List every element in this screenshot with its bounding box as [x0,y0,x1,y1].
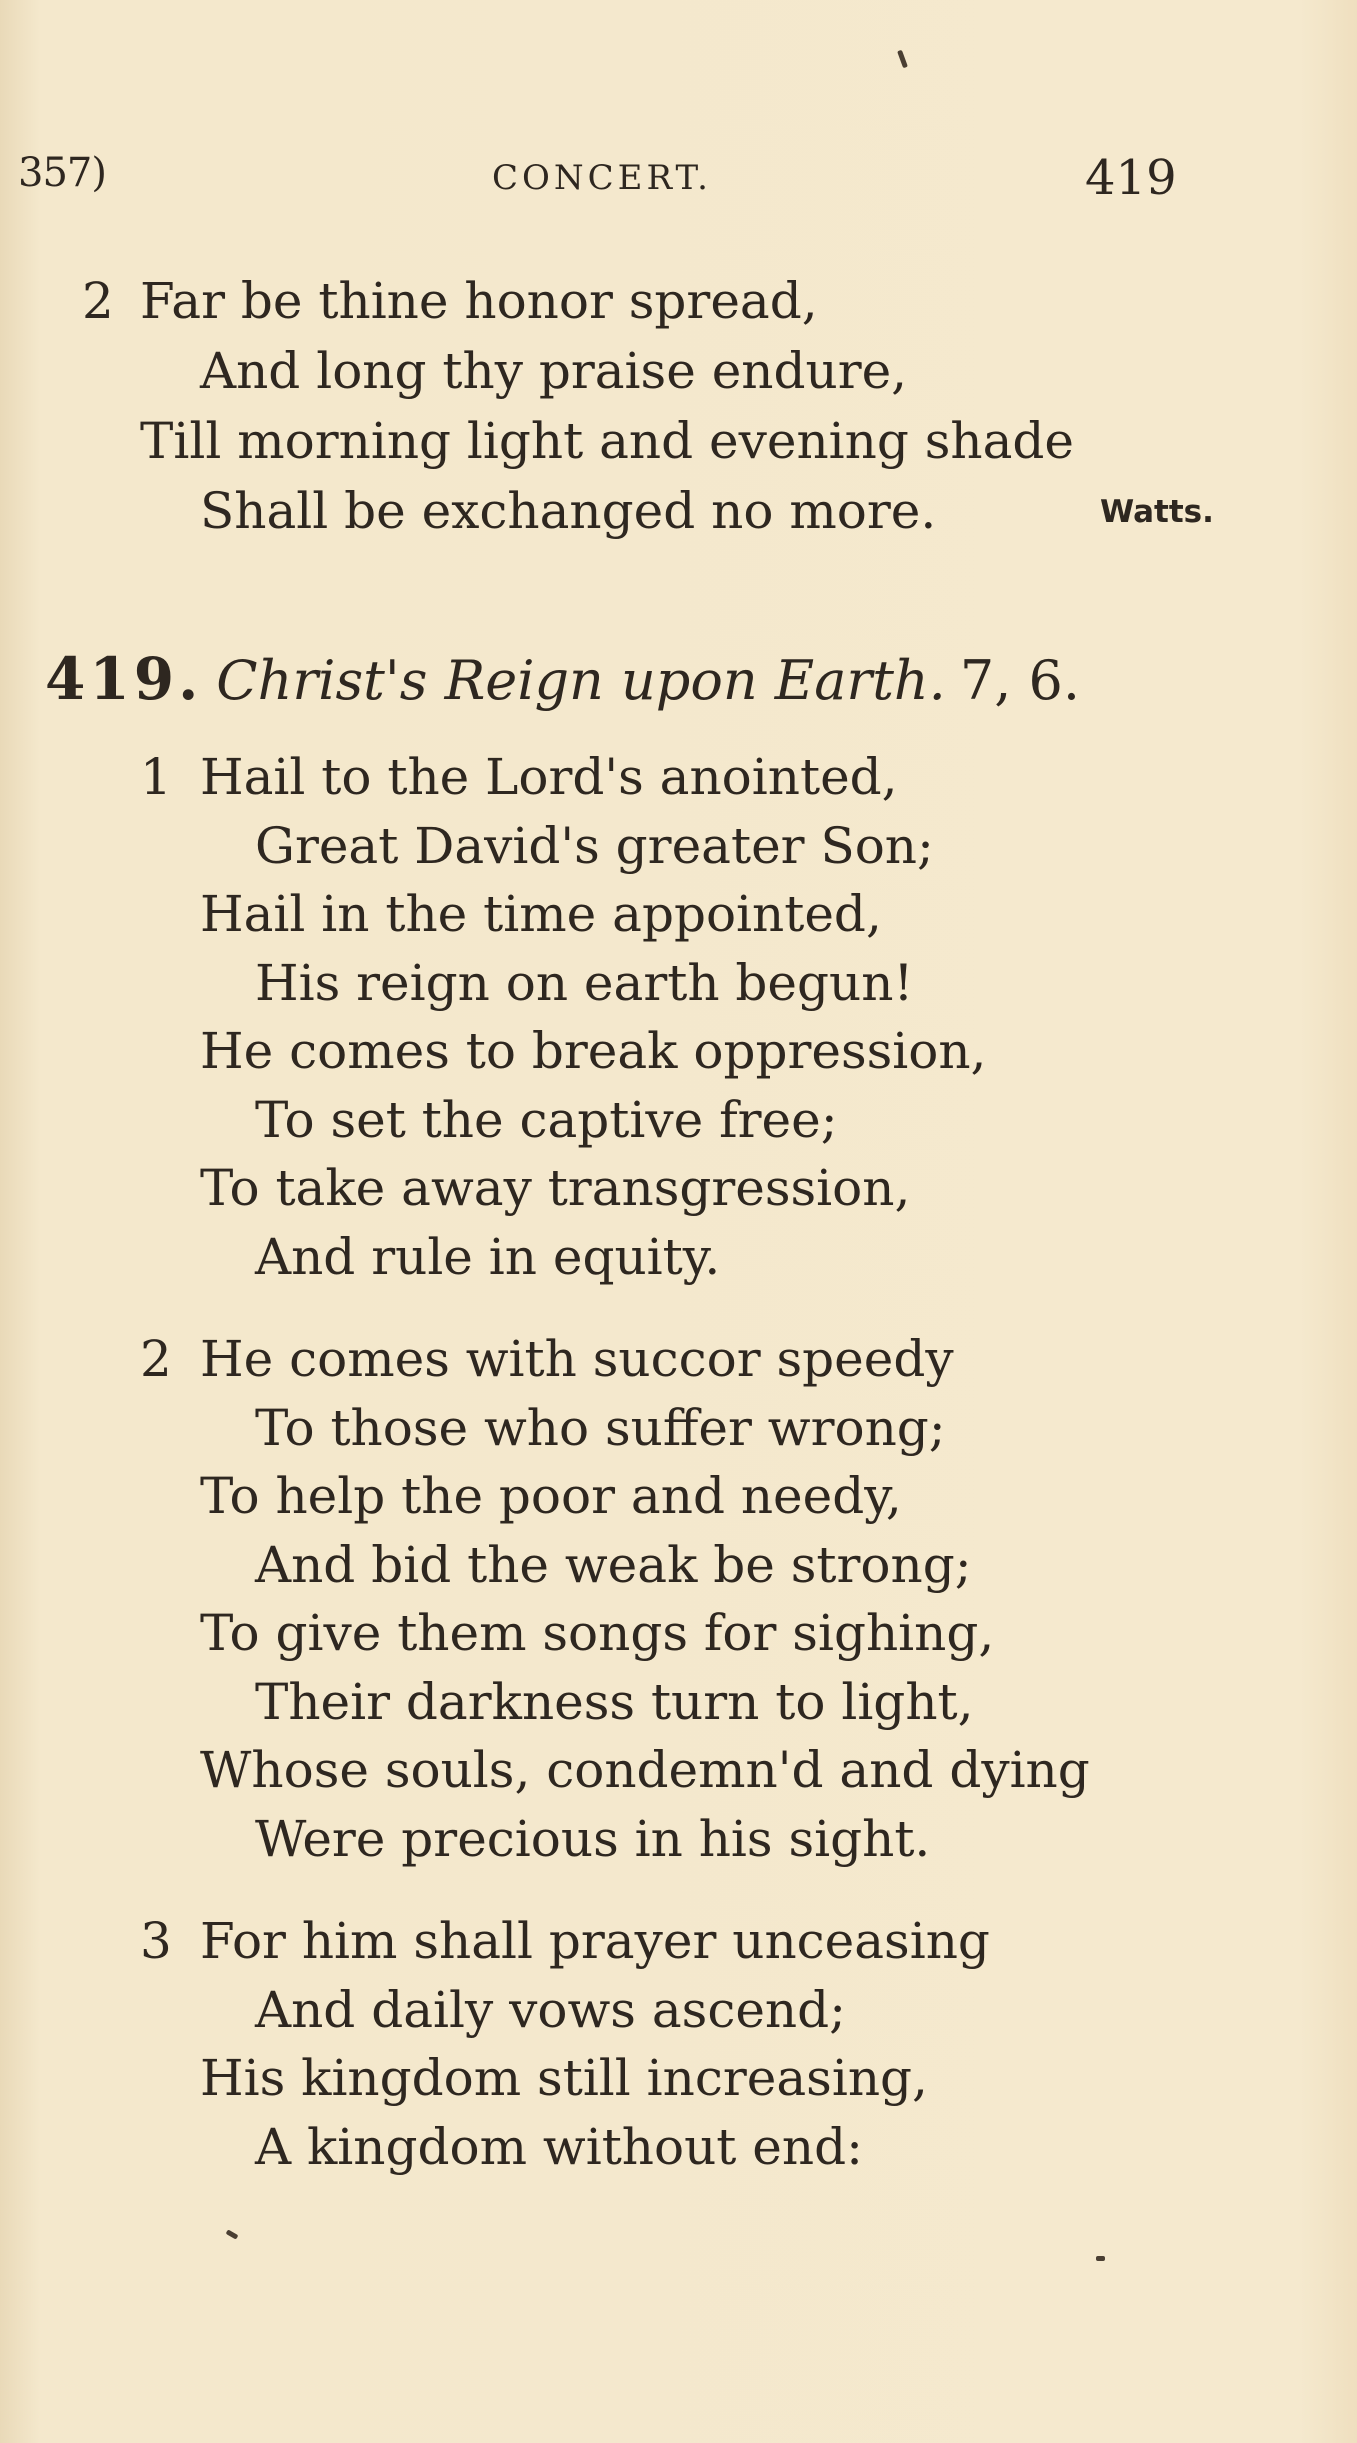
ink-speck [897,50,908,69]
verse-number: 1 [140,748,172,806]
hymn-heading [45,645,1080,713]
verse-line: And long thy praise endure, [200,342,908,400]
verse-line: To give them songs for sighing, [200,1604,995,1662]
verse-line: Whose souls, condemn'd and dying [200,1741,1090,1799]
verse-line: He comes with succor speedy [200,1330,954,1388]
verse-line: Till morning light and evening shade [140,412,1075,470]
verse-line: For him shall prayer unceasing [200,1912,990,1970]
verse-line: Far be thine honor spread, [140,272,818,330]
verse-line: To those who suffer wrong; [255,1399,946,1457]
verse-number: 2 [82,272,114,330]
verse-line: His reign on earth begun! [255,954,914,1012]
verse-line: Hail to the Lord's anointed, [200,748,898,806]
hymn-title: Christ's Reign upon Earth. [216,649,946,712]
verse-line: And rule in equity. [255,1228,721,1286]
verse-line: To set the captive free; [255,1091,838,1149]
ink-speck [1096,2256,1105,2261]
page-number: 419 [1085,150,1177,206]
header-hymn-range: 357) [18,150,106,196]
verse-line: His kingdom still increasing, [200,2049,928,2107]
hymn-author: Watts. [1100,494,1214,530]
hymn-number: 419. [45,645,203,713]
verse-line: He comes to break oppression, [200,1022,987,1080]
verse-line: And bid the weak be strong; [255,1536,972,1594]
verse-line: Shall be exchanged no more. [200,482,937,540]
header-section-title: CONCERT. [492,158,712,198]
verse-line: And daily vows ascend; [255,1981,846,2039]
verse-line: Hail in the time appointed, [200,885,882,943]
verse-number: 2 [140,1330,172,1388]
verse-line: Their darkness turn to light, [255,1673,974,1731]
verse-line: Were precious in his sight. [255,1810,931,1868]
ink-speck [226,2229,239,2239]
verse-line: A kingdom without end: [255,2118,863,2176]
verse-line: Great David's greater Son; [255,817,934,875]
hymn-meter: 7, 6. [959,649,1081,712]
verse-line: To help the poor and needy, [200,1467,902,1525]
verse-line: To take away transgression, [200,1159,911,1217]
verse-number: 3 [140,1912,172,1970]
running-header [0,150,1357,210]
